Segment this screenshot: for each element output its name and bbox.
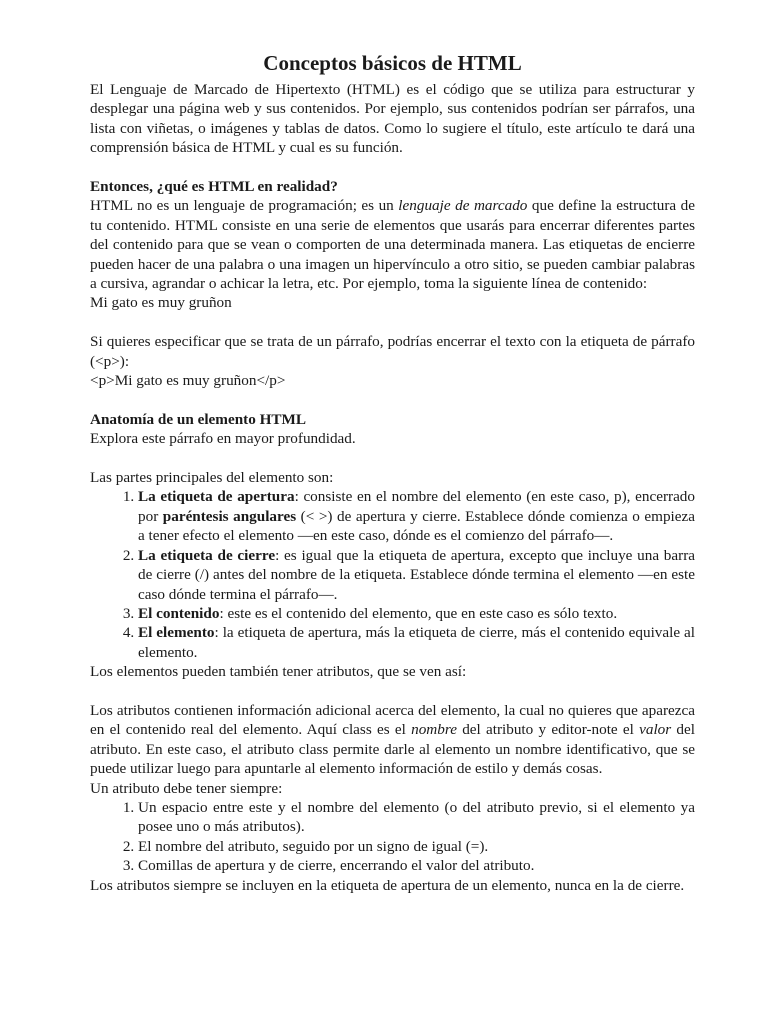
section-heading-what-is-html: Entonces, ¿qué es HTML en realidad? [90,178,338,196]
intro-paragraph: El Lenguaje de Marcado de Hipertexto (HTML) es el código que se utiliza para estructurar y desplegar una página web y sus contenidos. Por ejemplo, sus contenidos podrían ser párrafos, una lista con viñetas, o imágenes y tablas de datos. Como lo sugiere el título, este artículo te dará una comprensión básica de HTML y cual es su función. [90,81,695,157]
attribute-requirements-list [90,798,695,876]
list-item: 2. La etiqueta de cierre: es igual que la etiqueta de apertura, excepto que incluye una barra de cierre (/) antes del nombre de la etiqueta. Establece dónde termina el elemento —en este caso dónde termina el párrafo—. [138,546,695,604]
paragraph-tag-explanation: Si quieres especificar que se trata de un párrafo, podrías encerrar el texto con la etiqueta de párrafo (<p>): [90,333,695,370]
attributes-closing: Los atributos siempre se incluyen en la etiqueta de apertura de un elemento, nunca en la de cierre. [90,876,685,894]
anatomy-intro: Explora este párrafo en mayor profundidad. [90,430,356,448]
list-item: 1. La etiqueta de apertura: consiste en el nombre del elemento (en este caso, p), encerrado por paréntesis angulares (< >) de apertura y cierre. Establece dónde comienza o empieza a tener efecto el elemento —en este caso, dónde es el comienzo del párrafo—. [138,487,695,545]
what-is-html-paragraph: HTML no es un lenguaje de programación; es un lenguaje de marcado que define la estructura de tu contenido. HTML consiste en una serie de elementos que usarás para encerrar diferentes partes del contenido para que se vean o comporten de una determinada manera. Las etiquetas de encierre pueden hacer de una palabra o una imagen un hipervínculo a otro sitio, se pueden cambiar palabras a cursiva, agrandar o achicar la letra, etc. Por ejemplo, toma la siguiente línea de contenido: [90,197,696,293]
attributes-paragraph: Los atributos contienen información adicional acerca del elemento, la cual no quieres que aparezca en el contenido real del elemento. Aquí class es el nombre del atributo y editor-note el valor del atributo. En este caso, el atributo class permite darle al elemento un nombre identificativo, que se puede utilizar luego para apuntarle al elemento información de estilo y demás cosas. [90,701,695,778]
example-tagged-text: <p>Mi gato es muy gruñon</p> [90,372,286,390]
list-item: 3. El contenido: este es el contenido del elemento, que en este caso es sólo texto. [138,604,695,623]
attribute-requirements-intro: Un atributo debe tener siempre: [90,779,283,797]
element-parts-intro: Las partes principales del elemento son: [90,469,334,487]
markup-language-term: lenguaje de marcado [398,197,528,215]
list-item: 1. Un espacio entre este y el nombre del elemento (o del atributo previo, si el elemento ya posee uno o más atributos). [138,798,695,837]
list-item: 3. Comillas de apertura y de cierre, encerrando el valor del atributo. [138,856,695,875]
element-parts-list [90,487,695,662]
example-plain-text: Mi gato es muy gruñon [90,294,232,312]
list-item: 4. El elemento: la etiqueta de apertura, más la etiqueta de cierre, más el contenido equivale al elemento. [138,623,695,662]
document-title: Conceptos básicos de HTML [263,51,522,75]
attributes-intro: Los elementos pueden también tener atributos, que se ven así: [90,663,467,681]
list-item: 2. El nombre del atributo, seguido por un signo de igual (=). [138,837,695,856]
section-heading-anatomy: Anatomía de un elemento HTML [90,410,306,428]
